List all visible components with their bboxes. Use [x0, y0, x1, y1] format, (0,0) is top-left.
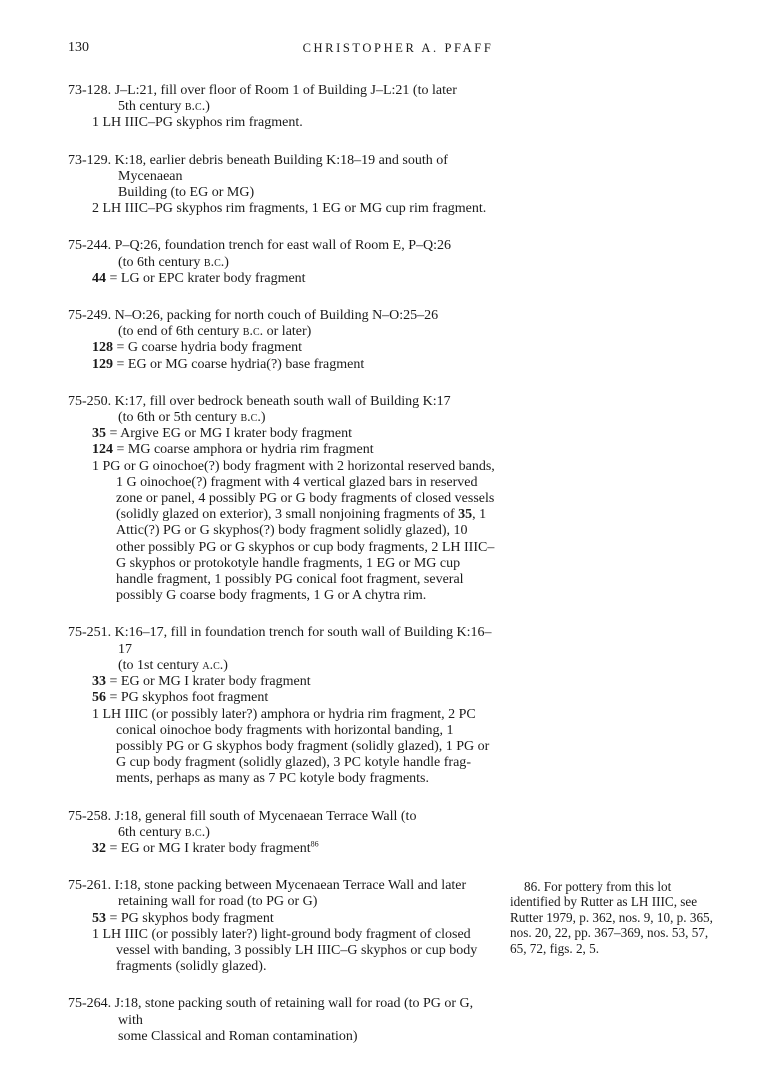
content-item: [92, 927, 498, 976]
text-run: = PG skyphos foot fragment: [106, 690, 269, 706]
catalog-number: 128: [92, 340, 113, 356]
lot-entry: [68, 809, 498, 858]
lot-heading: [68, 625, 498, 674]
catalog-number: 35: [92, 426, 106, 442]
text-run: some Classical and Roman contamination): [118, 1028, 358, 1044]
text-run: 2 LH IIIC–PG skyphos rim fragments, 1 EG or MG cup rim fragment.: [92, 201, 487, 217]
lot-list: [68, 83, 498, 1066]
lot-entry: [68, 394, 498, 605]
lot-number: 75-261.: [68, 878, 112, 894]
text-run: 1 LH IIIC–PG skyphos rim fragment.: [92, 115, 303, 131]
catalog-number: 44: [92, 270, 106, 286]
lot-entry: [68, 153, 498, 218]
lot-heading: [68, 153, 498, 202]
text-run: b.c.: [240, 410, 261, 426]
text-run: = EG or MG coarse hydria(?) base fragment: [113, 356, 365, 372]
content-item: [92, 340, 498, 356]
content-item: [92, 707, 498, 788]
lot-contents: [68, 340, 498, 372]
text-run: P–Q:26, foundation trench for east wall of Room E, P–Q:26: [114, 238, 452, 254]
lot-entry: [68, 996, 498, 1045]
text-run: = MG coarse amphora or hydria rim fragment: [113, 442, 374, 458]
text-run: = G coarse hydria body fragment: [113, 340, 303, 356]
lot-contents: [68, 426, 498, 604]
text-run: b.c.: [203, 254, 225, 270]
text-run: or later): [263, 324, 312, 340]
lot-heading: [68, 394, 498, 426]
lot-heading: [68, 238, 498, 270]
lot-number: 75-250.: [68, 393, 112, 409]
content-item: [92, 459, 498, 605]
text-run: J:18, stone packing south of retaining wall for road (to PG or G, with: [114, 996, 474, 1028]
text-run: = LG or EPC krater body fragment: [106, 270, 306, 286]
content-item: [92, 911, 498, 927]
catalog-number: 56: [92, 690, 106, 706]
catalog-number: 53: [92, 910, 106, 926]
lot-heading: [68, 996, 498, 1045]
text-run: 6th century: [118, 824, 185, 840]
text-run: retaining wall for road (to PG or G): [118, 894, 318, 910]
lot-number: 75-244.: [68, 238, 112, 254]
lot-heading: [68, 83, 498, 115]
text-run: b.c.: [242, 324, 264, 340]
text-run: (to 6th or 5th century: [118, 410, 241, 426]
text-run: N–O:26, packing for north couch of Building N–O:25–26: [114, 308, 439, 324]
content-item: [92, 674, 498, 690]
lot-number: 73-129.: [68, 152, 112, 168]
lot-contents: [68, 911, 498, 976]
text-run: , 1 Attic(?) PG or G skyphos(?) body fragment solidly glazed), 10 other possibly PG or G skyphos or cup body fragments, 2 LH IIIC–G skyphos or protokotyle handle fragments, 1 EG or MG cup handle fragment, 1 possibly PG conical foot fragment, several possibly G coarse body fragments, 1 G or A chytra rim.: [116, 507, 495, 604]
lot-heading: [68, 308, 498, 340]
text-run: = Argive EG or MG I krater body fragment: [106, 426, 352, 442]
text-run: (to 1st century: [118, 657, 203, 673]
text-run: 5th century: [118, 99, 185, 115]
text-run: b.c.: [184, 824, 206, 840]
text-run: K:18, earlier debris beneath Building K:18–19 and south of Mycenaean: [114, 152, 448, 184]
lot-entry: [68, 308, 498, 373]
lot-contents: [68, 841, 498, 857]
page-number: 130: [68, 40, 89, 55]
lot-number: 75-258.: [68, 808, 112, 824]
content-item: [92, 357, 498, 373]
text-run: 1 LH IIIC (or possibly later?) light-ground body fragment of closed vessel with banding, 3 possibly LH IIIC–G skyphos or cup body fragments (solidly glazed).: [92, 926, 478, 975]
lot-contents: [68, 674, 498, 787]
text-run: J–L:21, fill over floor of Room 1 of Building J–L:21 (to later: [114, 83, 457, 98]
catalog-number: 124: [92, 442, 113, 458]
lot-entry: [68, 625, 498, 787]
lot-number: 75-264.: [68, 996, 112, 1012]
footnote: [510, 879, 715, 956]
text-run: a.c.: [202, 657, 224, 673]
lot-entry: [68, 238, 498, 287]
lot-entry: [68, 83, 498, 132]
content-item: [92, 426, 498, 442]
text-run: = EG or MG I krater body fragment: [106, 674, 311, 690]
page-header: [68, 40, 728, 60]
text-run: ): [205, 824, 210, 840]
content-item: [92, 115, 498, 131]
text-run: Building (to EG or MG): [118, 185, 255, 201]
catalog-number: 35: [458, 507, 473, 523]
content-item: [92, 690, 498, 706]
lot-contents: [68, 115, 498, 131]
text-run: ): [223, 657, 228, 673]
lot-contents: [68, 271, 498, 287]
text-run: ): [205, 99, 210, 115]
lot-heading: [68, 809, 498, 841]
text-run: 1 LH IIIC (or possibly later?) amphora or hydria rim fragment, 2 PC conical oinochoe body fragments with horizontal banding, 1 possibly PG or G skyphos body fragment (solidly glazed), 1 PG or G cup body fragment (solidly glazed), 3 PC kotyle handle fragments, perhaps as many as 7 PC kotyle body fragments.: [92, 706, 490, 787]
content-item: [92, 201, 498, 217]
text-run: K:16–17, fill in foundation trench for south wall of Building K:16–17: [114, 625, 492, 657]
text-run: b.c.: [184, 99, 206, 115]
text-run: K:17, fill over bedrock beneath south wall of Building K:17: [114, 393, 451, 409]
catalog-number: 32: [92, 840, 106, 856]
footnote-ref: 86: [310, 839, 319, 849]
text-run: 1 PG or G oinochoe(?) body fragment with 2 horizontal reserved bands, 1 G oinochoe(?) fragment with 4 vertical glazed bars in reserved zone or panel, 4 possibly PG or G body fragments of closed vessels (solidly glazed on exterior), 3 small nonjoining fragments of: [92, 458, 495, 523]
footnote-text: 86. For pottery from this lot identified by Rutter as LH IIIC, see Rutter 1979, p. 362, nos. 9, 10, p. 365, nos. 20, 22, pp. 367–369, nos. 53, 57, 65, 72, figs. 2, 5.: [510, 879, 713, 956]
text-run: (to end of 6th century: [118, 324, 243, 340]
catalog-number: 33: [92, 674, 106, 690]
text-run: = PG skyphos body fragment: [106, 910, 274, 926]
content-item: [92, 841, 498, 857]
lot-number: 75-249.: [68, 308, 112, 324]
text-run: ): [224, 254, 229, 270]
text-run: I:18, stone packing between Mycenaean Terrace Wall and later: [114, 878, 467, 894]
text-run: J:18, general fill south of Mycenaean Terrace Wall (to: [114, 808, 417, 824]
lot-heading: [68, 878, 498, 910]
content-item: [92, 271, 498, 287]
text-run: = EG or MG I krater body fragment: [106, 840, 311, 856]
text-run: ): [260, 410, 266, 426]
running-head: CHRISTOPHER A. PFAFF: [302, 41, 494, 55]
lot-number: 75-251.: [68, 625, 112, 641]
lot-number: 73-128.: [68, 83, 112, 98]
content-item: [92, 442, 498, 458]
catalog-number: 129: [92, 356, 113, 372]
lot-entry: [68, 878, 498, 975]
lot-contents: [68, 201, 498, 217]
text-run: (to 6th century: [118, 254, 204, 270]
